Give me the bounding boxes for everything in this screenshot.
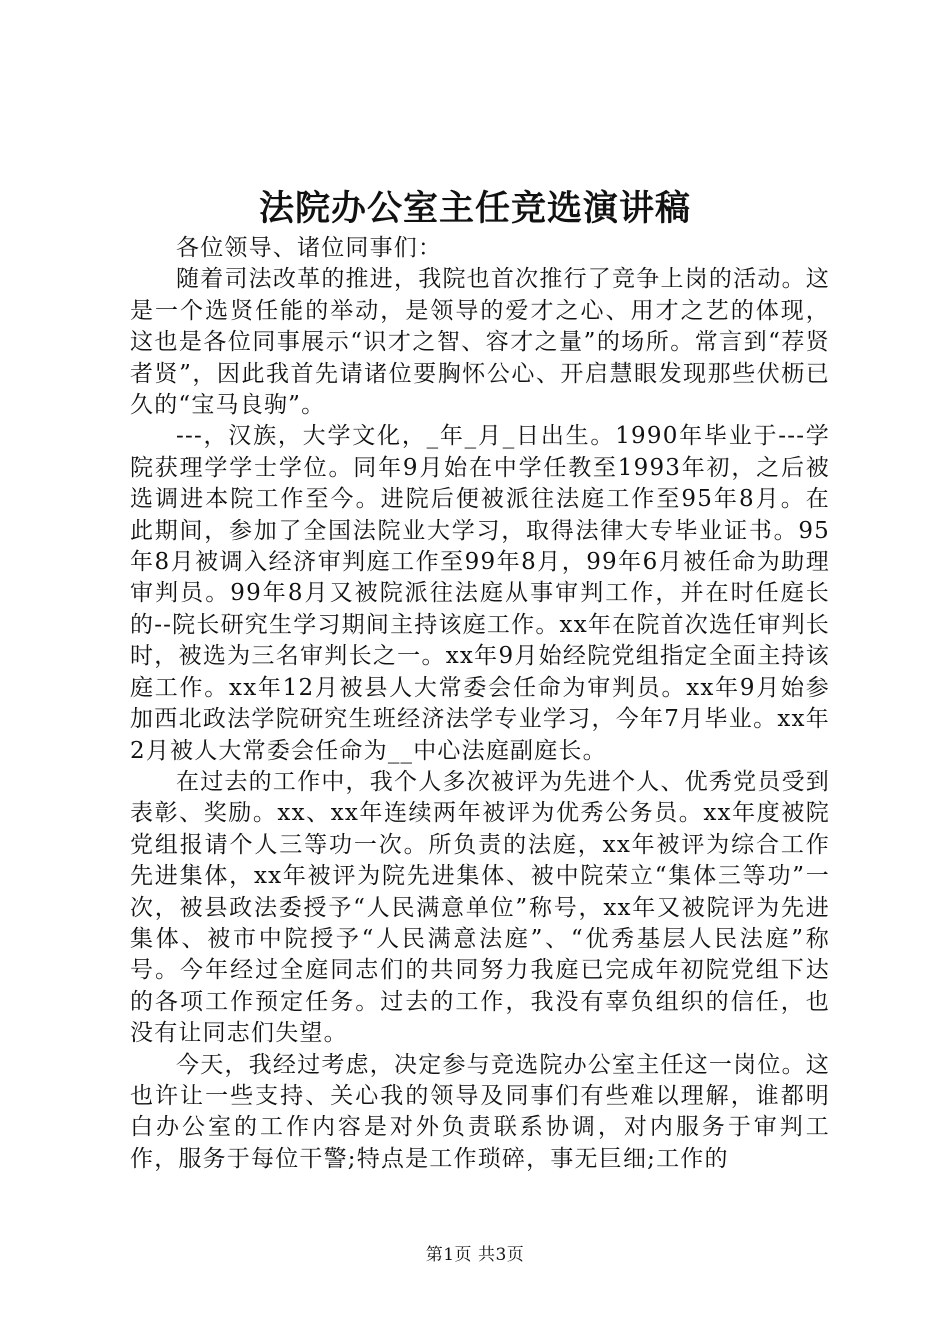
document-title: 法院办公室主任竞选演讲稿 <box>258 188 691 229</box>
salutation-paragraph: 各位领导、诸位同事们： <box>176 235 443 261</box>
page-number-footer: 第1页 共3页 <box>425 1245 525 1265</box>
honors-paragraph: 在过去的工作中，我个人多次被评为先进个人、优秀党员受到表彰、奖励。xx、xx年连续两年被评为优秀公务员。xx年度被院党组报请个人三等功一次。所负责的法庭，xx年被评为综合工作先进集体，xx年被评为院先进集体、被中院荣立“集体三等功”一次，被县政法委授予“人民满意单位”称号，xx年又被院评为先进集体、被市中院授予“人民满意法庭”、“优秀基层人民法庭”称号。今年经过全庭同志们的共同努力我庭已完成年初院党组下达的各项工作预定任务。过去的工作，我没有辜负组织的信任，也没有让同志们失望。 <box>130 768 830 1047</box>
decision-paragraph: 今天，我经过考虑，决定参与竞选院办公室主任这一岗位。这也许让一些支持、关心我的领导及同事们有些难以理解，谁都明白办公室的工作内容是对外负责联系协调，对内服务于审判工作，服务于每位干警;特点是工作琐碎，事无巨细;工作的 <box>130 1051 830 1172</box>
document-body <box>130 233 830 1175</box>
intro-paragraph: 随着司法改革的推进，我院也首次推行了竞争上岗的活动。这是一个选贤任能的举动，是领导的爱才之心、用才之艺的体现，这也是各位同事展示“识才之智、容才之量”的场所。常言到“荐贤者贤”，因此我首先请诸位要胸怀公心、开启慧眼发现那些伏枥已久的“宝马良驹”。 <box>130 266 830 419</box>
resume-paragraph: ---，汉族，大学文化，_年_月_日出生。1990年毕业于---学院获理学学士学位。同年9月始在中学任教至1993年初，之后被选调进本院工作至今。进院后便被派往法庭工作至95年8月。在此期间，参加了全国法院业大学习，取得法律大专毕业证书。95年8月被调入经济审判庭工作至99年8月，99年6月被任命为助理审判员。99年8月又被院派往法庭从事审判工作，并在时任庭长的--院长研究生学习期间主持该庭工作。xx年在院首次选任审判长时，被选为三名审判长之一。xx年9月始经院党组指定全面主持该庭工作。xx年12月被县人大常委会任命为审判员。xx年9月始参加西北政法学院研究生班经济法学专业学习，今年7月毕业。xx年2月被人大常委会任命为__中心法庭副庭长。 <box>130 423 830 764</box>
